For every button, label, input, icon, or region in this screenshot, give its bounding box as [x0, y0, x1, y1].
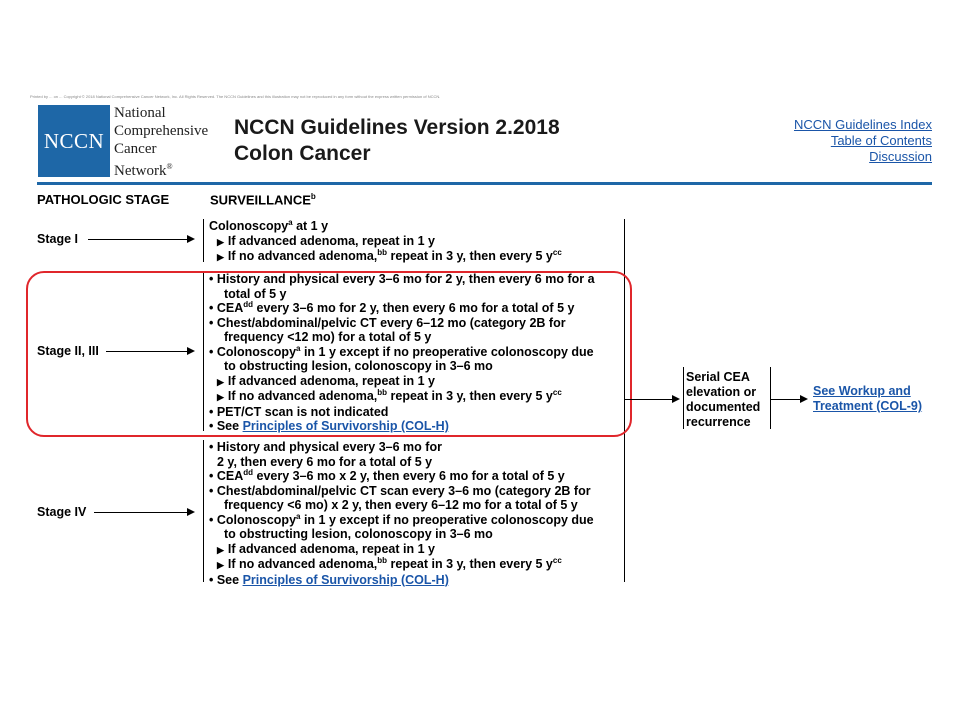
right-triangle-icon: ▶: [217, 376, 224, 387]
s23-line-9: If no advanced adenoma,: [227, 389, 378, 403]
registered-mark: ®: [166, 162, 173, 171]
s23-line-3: • CEA: [209, 301, 244, 315]
stage-1-surveillance: [209, 219, 624, 265]
s23-line-8: If advanced adenoma, repeat in 1 y: [227, 373, 435, 388]
stage-1-label: Stage I: [37, 232, 78, 246]
s4-line-1: • History and physical every 3–6 mo for: [209, 440, 442, 454]
s1-line-2: If advanced adenoma, repeat in 1 y: [227, 233, 435, 248]
s4-line-9-mid: repeat in 3 y, then every 5 y: [387, 557, 553, 571]
s23-sup-a: a: [296, 343, 301, 353]
surveillance-header: [210, 192, 316, 207]
s4-line-10: • See: [209, 572, 243, 587]
surveillance-footnote: b: [310, 192, 316, 201]
s4-sup-cc: cc: [552, 555, 562, 565]
org-name-line-4: Network: [114, 163, 167, 179]
outcome-right-border: [770, 367, 771, 429]
s4-sup-bb: bb: [377, 555, 388, 565]
s23-line-4: • Chest/abdominal/pelvic CT every 6–12 mo (category 2B for: [209, 315, 566, 330]
outcome-line-1: Serial CEA: [686, 370, 750, 384]
header-divider: [37, 182, 932, 185]
stage-4-label: Stage IV: [37, 505, 87, 519]
s4-line-7: to obstructing lesion, colonoscopy in 3–6 mo: [224, 527, 493, 541]
stage-4-bracket: [203, 440, 204, 582]
outcome-line-2: elevation or: [686, 385, 757, 399]
stage-2-3-highlight: [26, 271, 632, 437]
s4-line-6: • Colonoscopy: [209, 512, 297, 527]
outcome-bracket: [683, 367, 684, 429]
right-triangle-icon: ▶: [217, 560, 224, 570]
s23-sup-dd: dd: [243, 299, 254, 309]
s4-sup-dd: dd: [243, 467, 254, 477]
org-name-line-2: Comprehensive: [114, 123, 209, 139]
guidelines-index-link[interactable]: NCCN Guidelines Index: [793, 117, 932, 132]
s1-line-1: Colonoscopy: [209, 219, 289, 233]
s1-sup-a: a: [288, 217, 293, 227]
discussion-link[interactable]: Discussion: [869, 149, 932, 164]
s4-line-9: If no advanced adenoma,: [227, 557, 378, 571]
top-nav-links: [794, 117, 932, 165]
s23-sup-bb: bb: [377, 387, 388, 397]
s1-line-1-end: at 1 y: [292, 219, 329, 233]
arrow-right-icon: [94, 512, 193, 513]
title-cancer-type: Colon Cancer: [234, 142, 371, 165]
s1-sup-bb: bb: [377, 247, 388, 257]
arrow-right-icon: [625, 399, 678, 400]
logo-text: NCCN: [43, 128, 105, 153]
s4-line-6-end: in 1 y except if no preoperative colonoscopy due: [300, 512, 594, 527]
serial-cea-outcome: [686, 370, 760, 430]
stage-4-surveillance: [209, 440, 624, 587]
page-title: [234, 115, 560, 167]
pathologic-stage-header: PATHOLOGIC STAGE: [37, 192, 170, 207]
table-of-contents-link[interactable]: Table of Contents: [830, 133, 932, 148]
right-triangle-icon: ▶: [217, 392, 224, 402]
s4-line-5: frequency <6 mo) x 2 y, then every 6–12 mo for a total of 5 y: [224, 498, 578, 512]
copyright-fine-print: Printed by ... on ... Copyright © 2018 National Comprehensive Cancer Network, Inc. All Rights Reserved. The NCCN Guidelines and this illustration may not be reproduced in any form without the express written permission of NCCN.: [30, 94, 441, 99]
s23-sup-cc: cc: [552, 387, 562, 397]
org-name: [114, 104, 208, 180]
s1-line-3: If no advanced adenoma,: [227, 249, 378, 263]
arrow-right-icon: [771, 399, 806, 400]
arrow-right-icon: [88, 239, 193, 240]
org-name-line-1: National: [114, 105, 166, 121]
s4-line-3: • CEA: [209, 469, 244, 483]
outcome-line-4: recurrence: [686, 415, 751, 429]
s23-line-6: • Colonoscopy: [209, 344, 297, 359]
s4-line-3-end: every 3–6 mo x 2 y, then every 6 mo for a total of 5 y: [253, 469, 565, 483]
survivorship-link[interactable]: Principles of Survivorship (COL-H): [242, 419, 449, 433]
right-triangle-icon: ▶: [217, 236, 224, 247]
s23-line-10: • PET/CT scan is not indicated: [209, 404, 389, 419]
s4-line-4: • Chest/abdominal/pelvic CT scan every 3–6 mo (category 2B for: [209, 483, 591, 498]
nccn-logo: [38, 105, 110, 177]
s4-sup-a: a: [296, 511, 301, 521]
org-name-line-3: Cancer: [114, 141, 157, 157]
right-triangle-icon: ▶: [217, 544, 224, 555]
s1-line-3-mid: repeat in 3 y, then every 5 y: [387, 249, 553, 263]
workup-link-line-2[interactable]: Treatment (COL-9): [813, 399, 923, 413]
s23-line-6-end: in 1 y except if no preoperative colonoscopy due: [300, 344, 594, 359]
s23-line-2: total of 5 y: [224, 286, 287, 301]
right-triangle-icon: ▶: [217, 252, 224, 262]
stage-2-3-label: Stage II, III: [37, 344, 99, 358]
s23-line-1: • History and physical every 3–6 mo for 2 y, then every 6 mo for a: [209, 272, 595, 286]
s23-line-3-end: every 3–6 mo for 2 y, then every 6 mo for a total of 5 y: [253, 301, 575, 315]
s4-line-8: If advanced adenoma, repeat in 1 y: [227, 541, 435, 556]
s23-line-5: frequency <12 mo) for a total of 5 y: [224, 330, 432, 344]
title-version: NCCN Guidelines Version 2.2018: [234, 116, 560, 139]
stage-1-bracket: [203, 219, 204, 262]
s23-line-7: to obstructing lesion, colonoscopy in 3–6 mo: [224, 359, 493, 373]
survivorship-link[interactable]: Principles of Survivorship (COL-H): [242, 572, 449, 587]
outcome-line-3: documented: [686, 400, 761, 414]
surveillance-header-text: SURVEILLANCE: [210, 192, 311, 208]
s23-line-9-mid: repeat in 3 y, then every 5 y: [387, 389, 553, 403]
workup-treatment-link[interactable]: [813, 384, 922, 414]
s1-sup-cc: cc: [552, 247, 562, 257]
s4-line-2: 2 y, then every 6 mo for a total of 5 y: [217, 454, 433, 469]
s23-line-11: • See: [209, 419, 243, 433]
workup-link-line-1[interactable]: See Workup and: [813, 384, 911, 398]
